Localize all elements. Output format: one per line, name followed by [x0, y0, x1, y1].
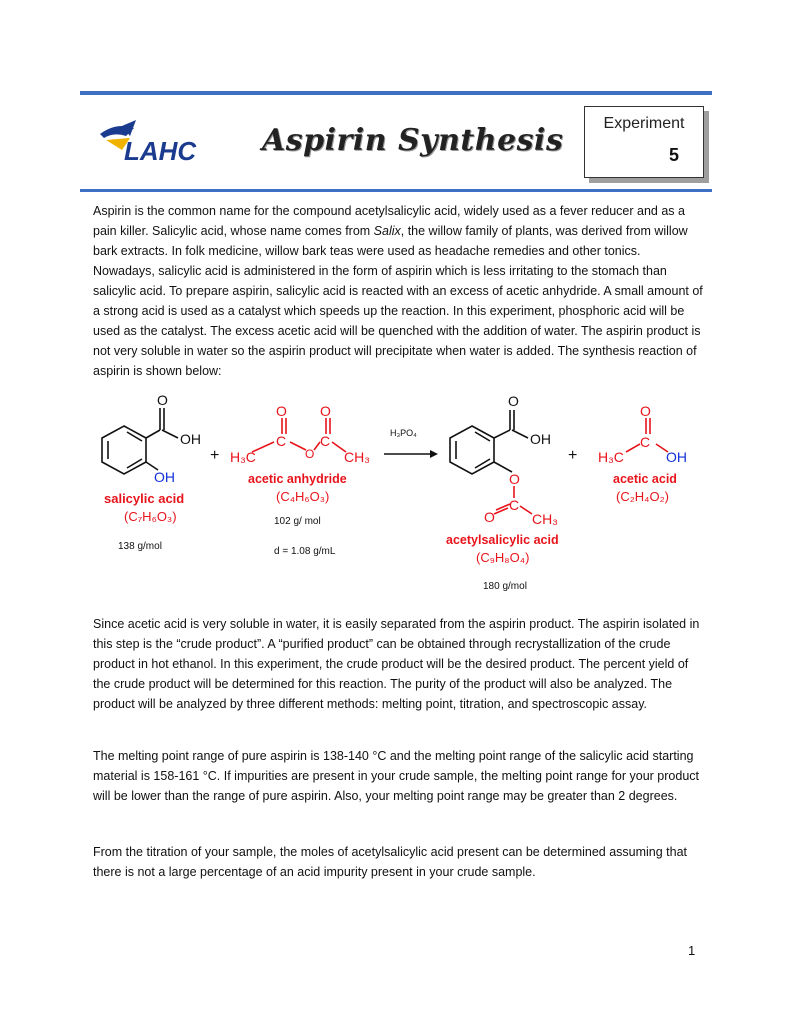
salicylic-acid-mass: 138 g/mol — [118, 541, 162, 552]
aspirin-ester-o: O — [509, 471, 520, 487]
acetic-c-atom: C — [640, 434, 651, 450]
aspirin-name: acetylsalicylic acid — [446, 533, 559, 547]
acetic-anhydride-structure — [252, 418, 346, 452]
logo-text: LAHC — [124, 136, 197, 164]
anhydride-bridge-o: O — [305, 447, 315, 461]
intro-text-b: , the willow family of plants, was derived from willow bark extracts. In folk medicine, willow bark teas were used as headache remedies and other tonics. Nowadays, salicylic acid is administered in the form of aspirin which is less irritating to the stomach than salicylic acid. To prepare aspirin, salicylic acid is reacted with an excess of acetic anhydride. A small amount of a strong acid is used as a catalyst which speeds up the reaction. In this experiment, phosphoric acid will be used as the catalyst. The excess acetic acid will be quenched with the addition of water. The aspirin product is not very soluble in water so the aspirin product will precipitate when water is added. The synthesis reaction of aspirin is shown below: — [93, 224, 703, 378]
experiment-box — [584, 106, 704, 178]
anhydride-c-right: C — [320, 433, 331, 449]
acetic-oh: OH — [666, 449, 687, 465]
aspirin-formula: (C₉H₈O₄) — [476, 550, 530, 565]
salicylic-phenol-oh: OH — [154, 469, 175, 485]
aspirin-ch3: CH₃ — [532, 511, 558, 527]
anhydride-name: acetic anhydride — [248, 472, 347, 486]
experiment-number: 5 — [668, 145, 679, 165]
salicylic-o-atom: O — [157, 392, 168, 408]
aspirin-carbonyl-o: O — [484, 509, 495, 525]
aspirin-structure — [450, 410, 528, 474]
page-number: 1 — [688, 943, 696, 958]
titration-paragraph: From the titration of your sample, the moles of acetylsalicylic acid present can be determined assuming that there is not a large percentage of an acid impurity present in your crude sample. — [93, 845, 688, 879]
aspirin-acetyl-c: C — [509, 497, 520, 513]
acetic-o-atom: O — [640, 403, 651, 419]
plus-sign-1: + — [210, 447, 220, 464]
salicylic-acid-formula: (C₇H₆O₃) — [124, 509, 177, 524]
intro-paragraph — [93, 201, 705, 381]
salicylic-acid-name: salicylic acid — [104, 491, 185, 506]
experiment-label: Experiment — [603, 115, 685, 132]
header-bottom-rule — [80, 189, 712, 192]
plus-sign-2: + — [568, 447, 578, 464]
aspirin-mass: 180 g/mol — [483, 581, 527, 592]
crude-product-paragraph: Since acetic acid is very soluble in water, it is easily separated from the aspirin product. The aspirin isolated in this step is the “crude product”. A “purified product” can be obtained through recrystallization of the crude product in hot ethanol. In this experiment, the crude product will be the desired product. The percent yield of the crude product will be determined for this reaction. The purity of the product will also be analyzed. The product will be analyzed by three different methods: melting point, titration, and spectroscopic assay. — [93, 617, 700, 711]
header-top-rule — [80, 91, 712, 95]
lahc-logo — [96, 114, 212, 164]
reaction-arrowhead — [430, 450, 438, 458]
anhydride-formula: (C₄H₆O₃) — [276, 489, 330, 504]
intro-text-a: Aspirin is the common name for the compound acetylsalicylic acid, widely used as a fever reducer and as a pain killer. Salicylic acid, whose name comes from — [93, 204, 685, 238]
salicylic-oh-atom: OH — [180, 431, 201, 447]
anhydride-density: d = 1.08 g/mL — [274, 546, 336, 557]
acetic-acid-name: acetic acid — [613, 472, 677, 486]
anhydride-ch3: CH₃ — [344, 449, 370, 465]
intro-italic-salix: Salix — [373, 224, 401, 238]
aspirin-oh-atom: OH — [530, 431, 551, 447]
anhydride-o-left: O — [276, 403, 287, 419]
acetic-acid-formula: (C₂H₄O₂) — [616, 489, 669, 504]
anhydride-o-right: O — [320, 403, 331, 419]
salicylic-acid-structure — [102, 408, 178, 474]
page-title: Aspirin Synthesis — [262, 123, 564, 158]
melting-point-paragraph: The melting point range of pure aspirin is 138-140 °C and the melting point range of the salicylic acid starting material is 158-161 °C. If impurities are present in your crude sample, the melting point range for your product will be lower than the range of pure aspirin. Also, your melting point range may be greater than 2 degrees. — [93, 749, 699, 803]
anhydride-mass: 102 g/ mol — [274, 516, 321, 527]
catalyst-label: H₃PO₄ — [390, 428, 417, 438]
anhydride-c-left: C — [276, 433, 287, 449]
reaction-scheme — [80, 390, 712, 600]
acetic-h3c: H₃C — [598, 449, 624, 465]
aspirin-o-atom: O — [508, 393, 519, 409]
anhydride-h3c: H₃C — [230, 449, 256, 465]
